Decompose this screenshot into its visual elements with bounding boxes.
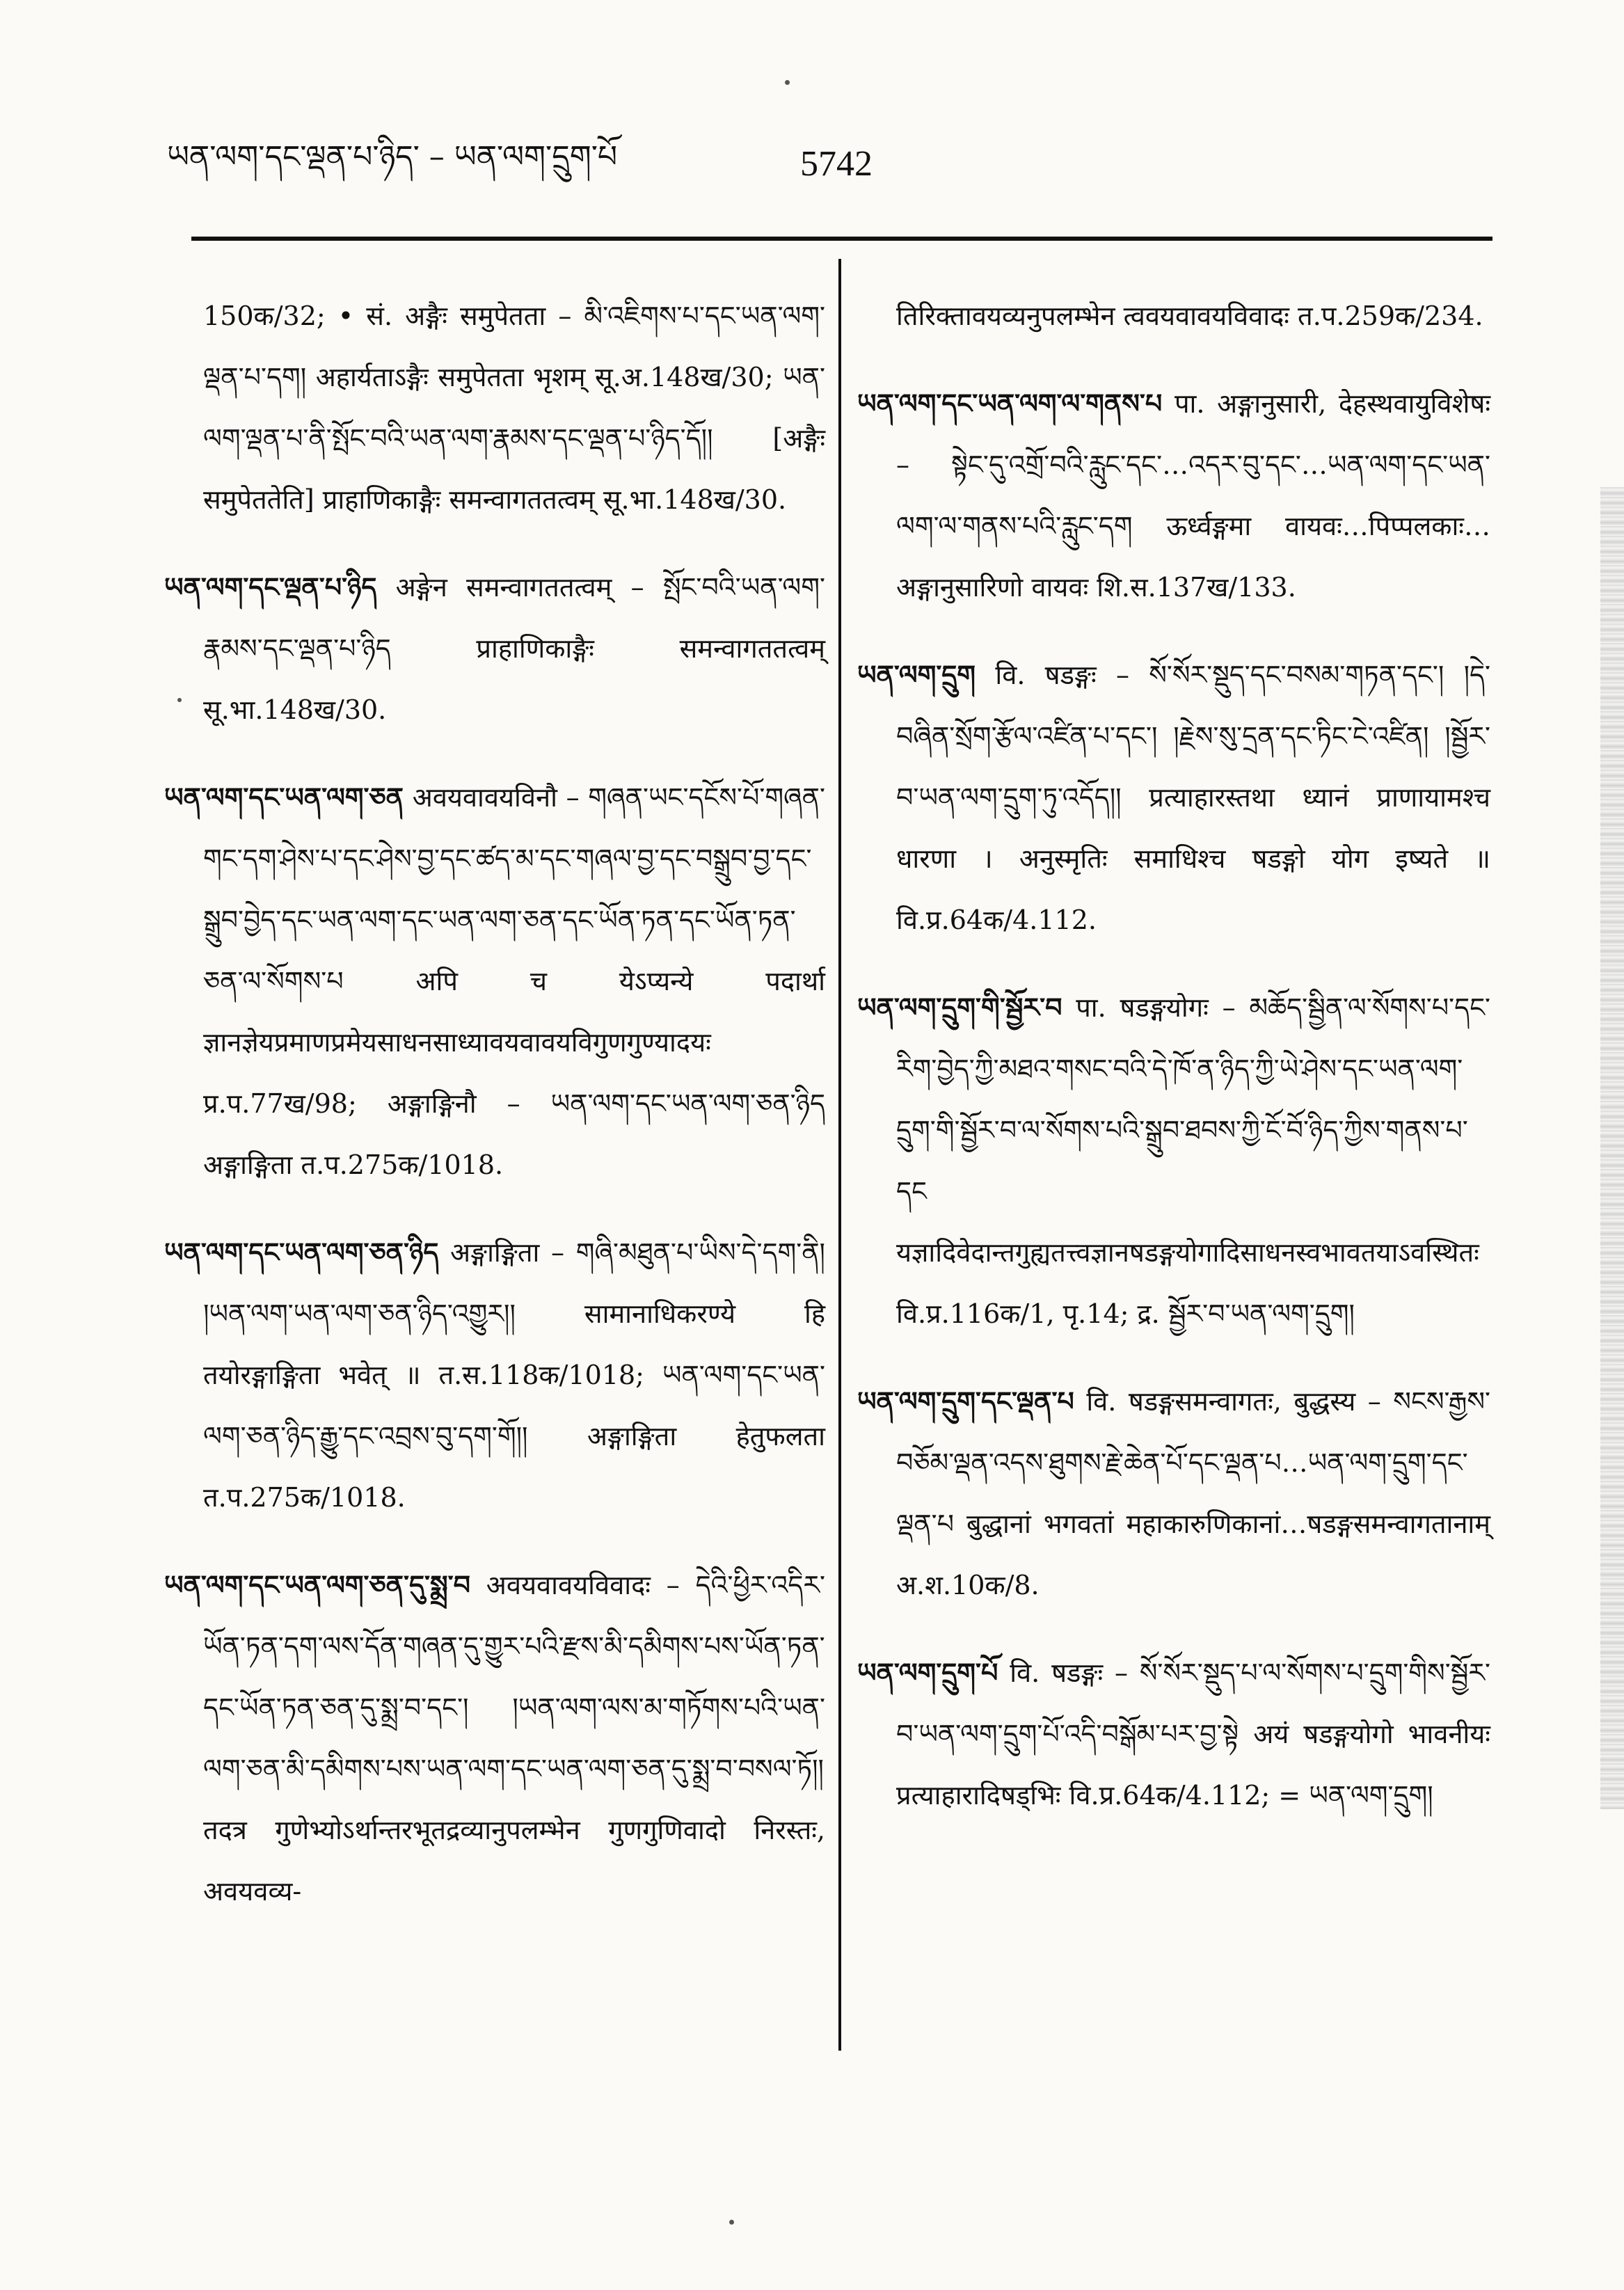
entry-definition: अवयवावयविनौ – གཞན་ཡང་དངོས་པོ་གཞན་གང་དག་ཤེས་པ་དང་ཤེས་བྱ་དང་ཚད་མ་དང་གཞལ་བྱ་དང་བསྒྲུབ་བྱ་དང་སྒྲུབ་བྱེད་དང་ཡན་ལག་དང་ཡན་ལག་ཅན་དང་ཡོན་ཏན་དང་ཡོན་ཏན་ཅན་ལ་སོགས་པ अपि च येऽप्यन्ये पदार्था ज्ञानज्ञेयप्रमाणप्रमेयसाधनसाध्यावयवावयविगुणगुण्यादयः प्र.प.77ख/98; अङ्गाङ्गिनौ – ཡན་ལག་དང་ཡན་ལག་ཅན་ཉིད अङ्गाङ्गिता त.प.275क/1018.	[203, 782, 825, 1180]
left-column	[164, 259, 825, 1940]
entry-definition: तिरिक्तावयव्यनुपलम्भेन त्ववयवावयविवादः त.प.259क/234.	[896, 301, 1483, 331]
running-header: ཡན་ལག་དང་ལྡན་པ་ཉིད་ – ཡན་ལག་དྲུག་པོ	[167, 139, 618, 175]
right-column-entry	[857, 644, 1490, 951]
entry-definition: अङ्गेन समन्वागततत्वम् – སྤོང་བའི་ཡན་ལག་རྣམས་དང་ལྡན་པ་ཉིད प्राहाणिकाङ्गैः समन्वागततत्वम् सू.भा.148ख/30.	[203, 572, 825, 725]
entry-definition: वि. षडङ्गः – སོ་སོར་སྡུད་པ་ལ་སོགས་པ་དྲུག་གིས་སྦྱོར་བ་ཡན་ལག་དྲུག་པོ་འདི་བསྒོམ་པར་བྱ་སྟེ अयं षडङ्गयोगो भावनीयः प्रत्याहारादिषड्भिः वि.प्र.64क/4.112; = ཡན་ལག་དྲུག།	[896, 1657, 1490, 1811]
entry-definition: वि. षडङ्गसमन्वागतः, बुद्धस्य – སངས་རྒྱས་བཅོམ་ལྡན་འདས་ཐུགས་རྗེ་ཆེན་པོ་དང་ལྡན་པ…ཡན་ལག་དྲུག་དང་ལྡན་པ बुद्धानां भगवतां महाकारुणिकानां…षडङ्गसमन्वागतानाम् अ.श.10क/8.	[896, 1386, 1490, 1600]
right-column	[857, 259, 1490, 1844]
column-divider	[838, 259, 841, 2051]
entry-headword: ཡན་ལག་དང་ལྡན་པ་ཉིད	[164, 571, 377, 603]
page-number: 5742	[800, 144, 873, 184]
entry-definition: अङ्गाङ्गिता – གཞི་མཐུན་པ་ཡིས་དེ་དག་ནི། །ཡན་ལག་ཡན་ལག་ཅན་ཉིད་འགྱུར།། सामानाधिकरण्ये हि तयोरङ्गाङ्गिता भवेत् ॥ त.स.118क/1018; ཡན་ལག་དང་ཡན་ལག་ཅན་ཉིད་རྒྱུ་དང་འབྲས་བུ་དག་གོ།། अङ्गाङ्गिता हेतुफलता त.प.275क/1018.	[203, 1237, 825, 1513]
left-column-entry	[164, 285, 825, 530]
right-column-entry	[857, 373, 1490, 618]
entry-definition: पा. षडङ्गयोगः – མཆོད་སྦྱིན་ལ་སོགས་པ་དང་རིག་བྱེད་ཀྱི་མཐའ་གསང་བའི་དེ་ཁོ་ན་ཉིད་ཀྱི་ཡེ་ཤེས་དང་ཡན་ལག་དྲུག་གི་སྦྱོར་བ་ལ་སོགས་པའི་སྒྲུབ་ཐབས་ཀྱི་ངོ་བོ་ཉིད་ཀྱིས་གནས་པ་དང यज्ञादिवेदान्तगुह्यतत्त्वज्ञानषडङ्गयोगादिसाधनस्वभावतयाऽवस्थितः वि.प्र.116क/1, पृ.14; द्र. སྦྱོར་བ་ཡན་ལག་དྲུག།	[896, 992, 1490, 1329]
right-column-entry	[857, 977, 1490, 1344]
right-column-entry	[857, 285, 1490, 347]
left-column-entry	[164, 1555, 825, 1922]
left-column-entry	[164, 557, 825, 740]
entry-definition: अवयवावयविवादः – དེའི་ཕྱིར་འདིར་ཡོན་ཏན་དག་ལས་དོན་གཞན་དུ་གྱུར་པའི་རྫས་མི་དམིགས་པས་ཡོན་ཏན་དང་ཡོན་ཏན་ཅན་དུ་སྨྲ་བ་དང་། །ཡན་ལག་ལས་མ་གཏོགས་པའི་ཡན་ལག་ཅན་མི་དམིགས་པས་ཡན་ལག་དང་ཡན་ལག་ཅན་དུ་སྨྲ་བ་བསལ་ཏོ།། तदत्र गुणेभ्योऽर्थान्तरभूतद्रव्यानुपलम्भेन गुणगुणिवादो निरस्तः, अवयवव्य-	[203, 1570, 825, 1907]
entry-headword: ཡན་ལག་དང་ཡན་ལག་ལ་གནས་པ	[857, 388, 1163, 419]
entry-definition: वि. षडङ्गः – སོ་སོར་སྡུད་དང་བསམ་གཏན་དང་། །དེ་བཞིན་སྲོག་རྩོལ་འཛིན་པ་དང་། །རྗེས་སུ་དྲན་དང་ཏིང་ངེ་འཛིན། །སྦྱོར་བ་ཡན་ལག་དྲུག་ཏུ་འདོད།། प्रत्याहारस्तथा ध्यानं प्राणायामश्च धारणा । अनुस्मृतिः समाधिश्च षडङ्गो योग इष्यते ॥ वि.प्र.64क/4.112.	[896, 660, 1490, 935]
header-rule	[191, 237, 1492, 241]
left-column-entry	[164, 1222, 825, 1528]
scan-speck	[785, 80, 790, 85]
entry-headword: ཡན་ལག་དྲུག	[857, 659, 976, 690]
entry-headword: ཡན་ལག་དྲུག་པོ	[857, 1657, 998, 1688]
entry-headword: ཡན་ལག་དྲུག་དང་ལྡན་པ	[857, 1385, 1074, 1417]
entry-headword: ཡན་ལག་དང་ཡན་ལག་ཅན	[164, 781, 404, 813]
entry-definition: पा. अङ्गानुसारी, देहस्थवायुविशेषः – སྟེང་དུ་འགྲོ་བའི་རླུང་དང་…འདར་བུ་དང་…ཡན་ལག་དང་ཡན་ལག་ལ་གནས་པའི་རླུང་དག ऊर्ध्वङ्गमा वायवः…पिप्पलकाः…अङ्गानुसारिणो वायवः शि.स.137ख/133.	[896, 388, 1490, 603]
scan-speck	[729, 2220, 734, 2225]
scan-speck	[177, 698, 182, 702]
entry-headword: ཡན་ལག་དང་ཡན་ལག་ཅན་ཉིད	[164, 1237, 439, 1268]
scan-edge-noise	[1600, 487, 1624, 1809]
right-column-entry	[857, 1371, 1490, 1616]
right-column-entry	[857, 1642, 1490, 1826]
left-column-entry	[164, 767, 825, 1195]
entry-headword: ཡན་ལག་དྲུག་གི་སྦྱོར་བ	[857, 992, 1062, 1023]
entry-headword: ཡན་ལག་དང་ཡན་ལག་ཅན་དུ་སྨྲ་བ	[164, 1569, 470, 1600]
entry-definition: 150क/32; • सं. अङ्गैः समुपेतता – མི་འཇིགས་པ་དང་ཡན་ལག་ལྡན་པ་དག། अहार्यताऽङ्गैः समुपेतता भृशम् सू.अ.148ख/30; ཡན་ལག་ལྡན་པ་ནི་སྤོང་བའི་ཡན་ལག་རྣམས་དང་ལྡན་པ་ཉིད་དོ།། [अङ्गैः समुपेततेति] प्राहाणिकाङ्गैः समन्वागततत्वम् सू.भा.148ख/30.	[203, 301, 825, 515]
